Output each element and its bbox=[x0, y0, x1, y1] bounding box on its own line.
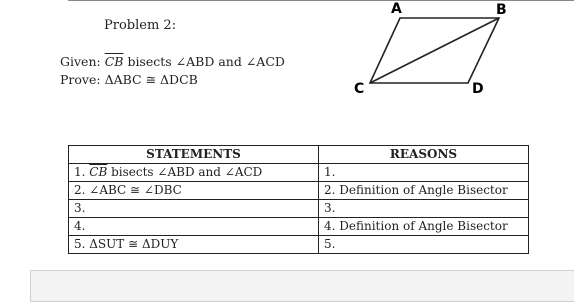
statement-segment: CB bbox=[89, 165, 108, 179]
problem-title: Problem 2: bbox=[104, 18, 177, 33]
answer-input-box[interactable] bbox=[30, 270, 574, 302]
table-header-row bbox=[69, 146, 529, 164]
reason-cell: 3. bbox=[319, 200, 529, 218]
prove-text: ΔABC ≅ ΔDCB bbox=[104, 72, 198, 87]
point-c-label: C bbox=[354, 81, 365, 97]
reason-cell: 2. Definition of Angle Bisector bbox=[319, 182, 529, 200]
statement-cell: 5. ΔSUT ≅ ΔDUY bbox=[69, 236, 319, 254]
statement-cell: 2. ∠ABC ≅ ∠DBC bbox=[69, 182, 319, 200]
table-row bbox=[69, 182, 529, 200]
given-label: Given: bbox=[60, 54, 101, 69]
proof-table bbox=[68, 145, 529, 254]
statement-cell: 4. bbox=[69, 218, 319, 236]
given-text: bisects ∠ABD and ∠ACD bbox=[127, 54, 285, 69]
table-row bbox=[69, 200, 529, 218]
table-row bbox=[69, 164, 529, 182]
table-row bbox=[69, 218, 529, 236]
diagonal-cb bbox=[370, 18, 499, 83]
point-d-label: D bbox=[472, 81, 484, 97]
statement-cell: 3. bbox=[69, 200, 319, 218]
reason-cell: 4. Definition of Angle Bisector bbox=[319, 218, 529, 236]
statement-text: bisects ∠ABD and ∠ACD bbox=[111, 165, 263, 179]
given-segment: CB bbox=[104, 54, 124, 69]
prove-label: Prove: bbox=[60, 72, 101, 87]
table-row bbox=[69, 236, 529, 254]
reasons-header: REASONS bbox=[319, 146, 529, 164]
point-a-label: A bbox=[391, 1, 402, 17]
point-b-label: B bbox=[496, 2, 507, 18]
statement-cell bbox=[69, 164, 319, 182]
statement-number: 1. bbox=[74, 165, 86, 179]
statements-header: STATEMENTS bbox=[69, 146, 319, 164]
reason-cell: 5. bbox=[319, 236, 529, 254]
reason-cell: 1. bbox=[319, 164, 529, 182]
